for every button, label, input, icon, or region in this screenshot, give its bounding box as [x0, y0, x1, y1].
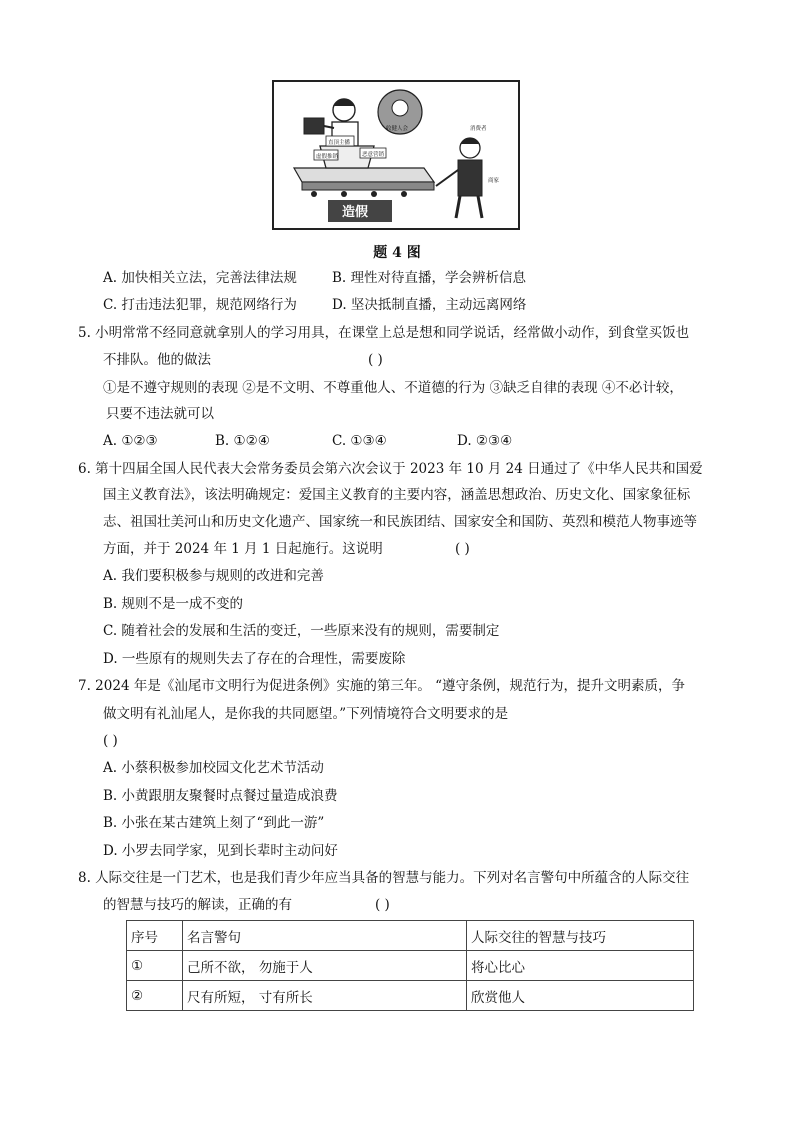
q5-stem-line2: 不排队。他的做法 — [103, 352, 211, 368]
row-index: ② — [127, 981, 183, 1011]
q6-option-c: C. 随着社会的发展和生活的变迁，一些原来没有的规则，需要制定 — [103, 623, 500, 639]
row-skill: 欣赏他人 — [467, 981, 694, 1011]
q5-option-c: C. ①③④ — [332, 433, 387, 449]
q6-option-a: A. 我们要积极参与规则的改进和完善 — [103, 568, 324, 584]
row-quote: 己所不欲， 勿施于人 — [183, 951, 467, 981]
cartoon-figure — [272, 80, 520, 230]
q7-option-a: A. 小蔡积极参加校园文化艺术节活动 — [103, 760, 324, 776]
header-skill: 人际交往的智慧与技巧 — [467, 921, 694, 951]
q5-option-b: B. ①②④ — [215, 433, 270, 449]
q4-option-c: C. 打击违法犯罪，规范网络行为 — [103, 297, 297, 313]
table-row — [127, 981, 694, 1011]
q5-statements-line2: 只要不违法就可以 — [106, 406, 214, 422]
q7-stem-line1: 7. 2024 年是《汕尾市文明行为促进条例》实施的第三年。 “遵守条例，规范行为，提升文明素质，争 — [78, 678, 686, 694]
q6-answer-paren: ( ) — [455, 541, 470, 557]
consumer-label: 消费者 — [470, 126, 487, 132]
q5-stem-line1: 5. 小明常常不经同意就拿别人的学习用具，在课堂上总是想和同学说话，经常做小动作，到食堂买饭也 — [78, 325, 690, 341]
tag-1: 直顶主播 — [328, 140, 351, 146]
merchant-label: 商家 — [488, 178, 500, 184]
q4-option-a: A. 加快相关立法，完善法律法规 — [103, 270, 297, 286]
q5-answer-paren: ( ) — [368, 352, 383, 368]
q5-statements-line1: ①是不遵守规则的表现 ②是不文明、不尊重他人、不道德的行为 ③缺乏自律的表现 ④不必计较， — [103, 380, 683, 396]
q8-stem-line1: 8. 人际交往是一门艺术，也是我们青少年应当具备的智慧与能力。下列对名言警句中所蕴含的人际交往 — [78, 870, 690, 886]
q7-stem-line2: 做文明有礼汕尾人，是你我的共同愿望。”下列情境符合文明要求的是 — [103, 706, 509, 722]
q5-option-a: A. ①②③ — [103, 433, 158, 449]
row-index: ① — [127, 951, 183, 981]
q8-stem-line2: 的智慧与技巧的解读，正确的有 — [103, 897, 292, 913]
table-row — [127, 951, 694, 981]
row-quote: 尺有所短， 寸有所长 — [183, 981, 467, 1011]
q6-stem-line3: 志、祖国壮美河山和历史文化遗产、国家统一和民族团结、国家安全和国防、英烈和模范人物事迹等 — [103, 514, 697, 530]
q7-option-d: D. 小罗去同学家，见到长辈时主动问好 — [103, 843, 338, 859]
header-index: 序号 — [127, 921, 183, 951]
tag-3: 恶意营销 — [362, 152, 385, 158]
table-header-row — [127, 921, 694, 951]
money-bag-label: 收健人会 — [386, 126, 409, 132]
q6-stem-line2: 国主义教育法》，该法明确规定：爱国主义教育的主要内容，涵盖思想政治、历史文化、国家象征标 — [103, 487, 691, 503]
q4-option-b: B. 理性对待直播，学会辨析信息 — [332, 270, 527, 286]
q5-option-d: D. ②③④ — [457, 433, 513, 449]
q6-stem-line4: 方面，并于 2024 年 1 月 1 日起施行。这说明 — [103, 541, 383, 557]
q7-answer-paren: ( ) — [103, 733, 118, 749]
q7-option-c: B. 小张在某古建筑上刻了“到此一游” — [103, 815, 325, 831]
fake-label: 造假 — [342, 205, 369, 220]
figure-caption: 题 4 图 — [373, 245, 421, 261]
tag-2: 虚假推销 — [316, 154, 339, 160]
q7-option-b: B. 小黄跟朋友聚餐时点餐过量造成浪费 — [103, 788, 338, 804]
q4-option-d: D. 坚决抵制直播，主动远离网络 — [332, 297, 527, 313]
cartoon-illustration — [274, 82, 518, 228]
q6-option-b: B. 规则不是一成不变的 — [103, 596, 244, 612]
header-quote: 名言警句 — [183, 921, 467, 951]
q8-table — [126, 920, 694, 1011]
row-skill: 将心比心 — [467, 951, 694, 981]
q6-stem-line1: 6. 第十四届全国人民代表大会常务委员会第六次会议于 2023 年 10 月 24 日通过了《中华人民共和国爱 — [78, 461, 703, 477]
q8-answer-paren: ( ) — [375, 897, 390, 913]
q6-option-d: D. 一些原有的规则失去了存在的合理性，需要废除 — [103, 651, 406, 667]
